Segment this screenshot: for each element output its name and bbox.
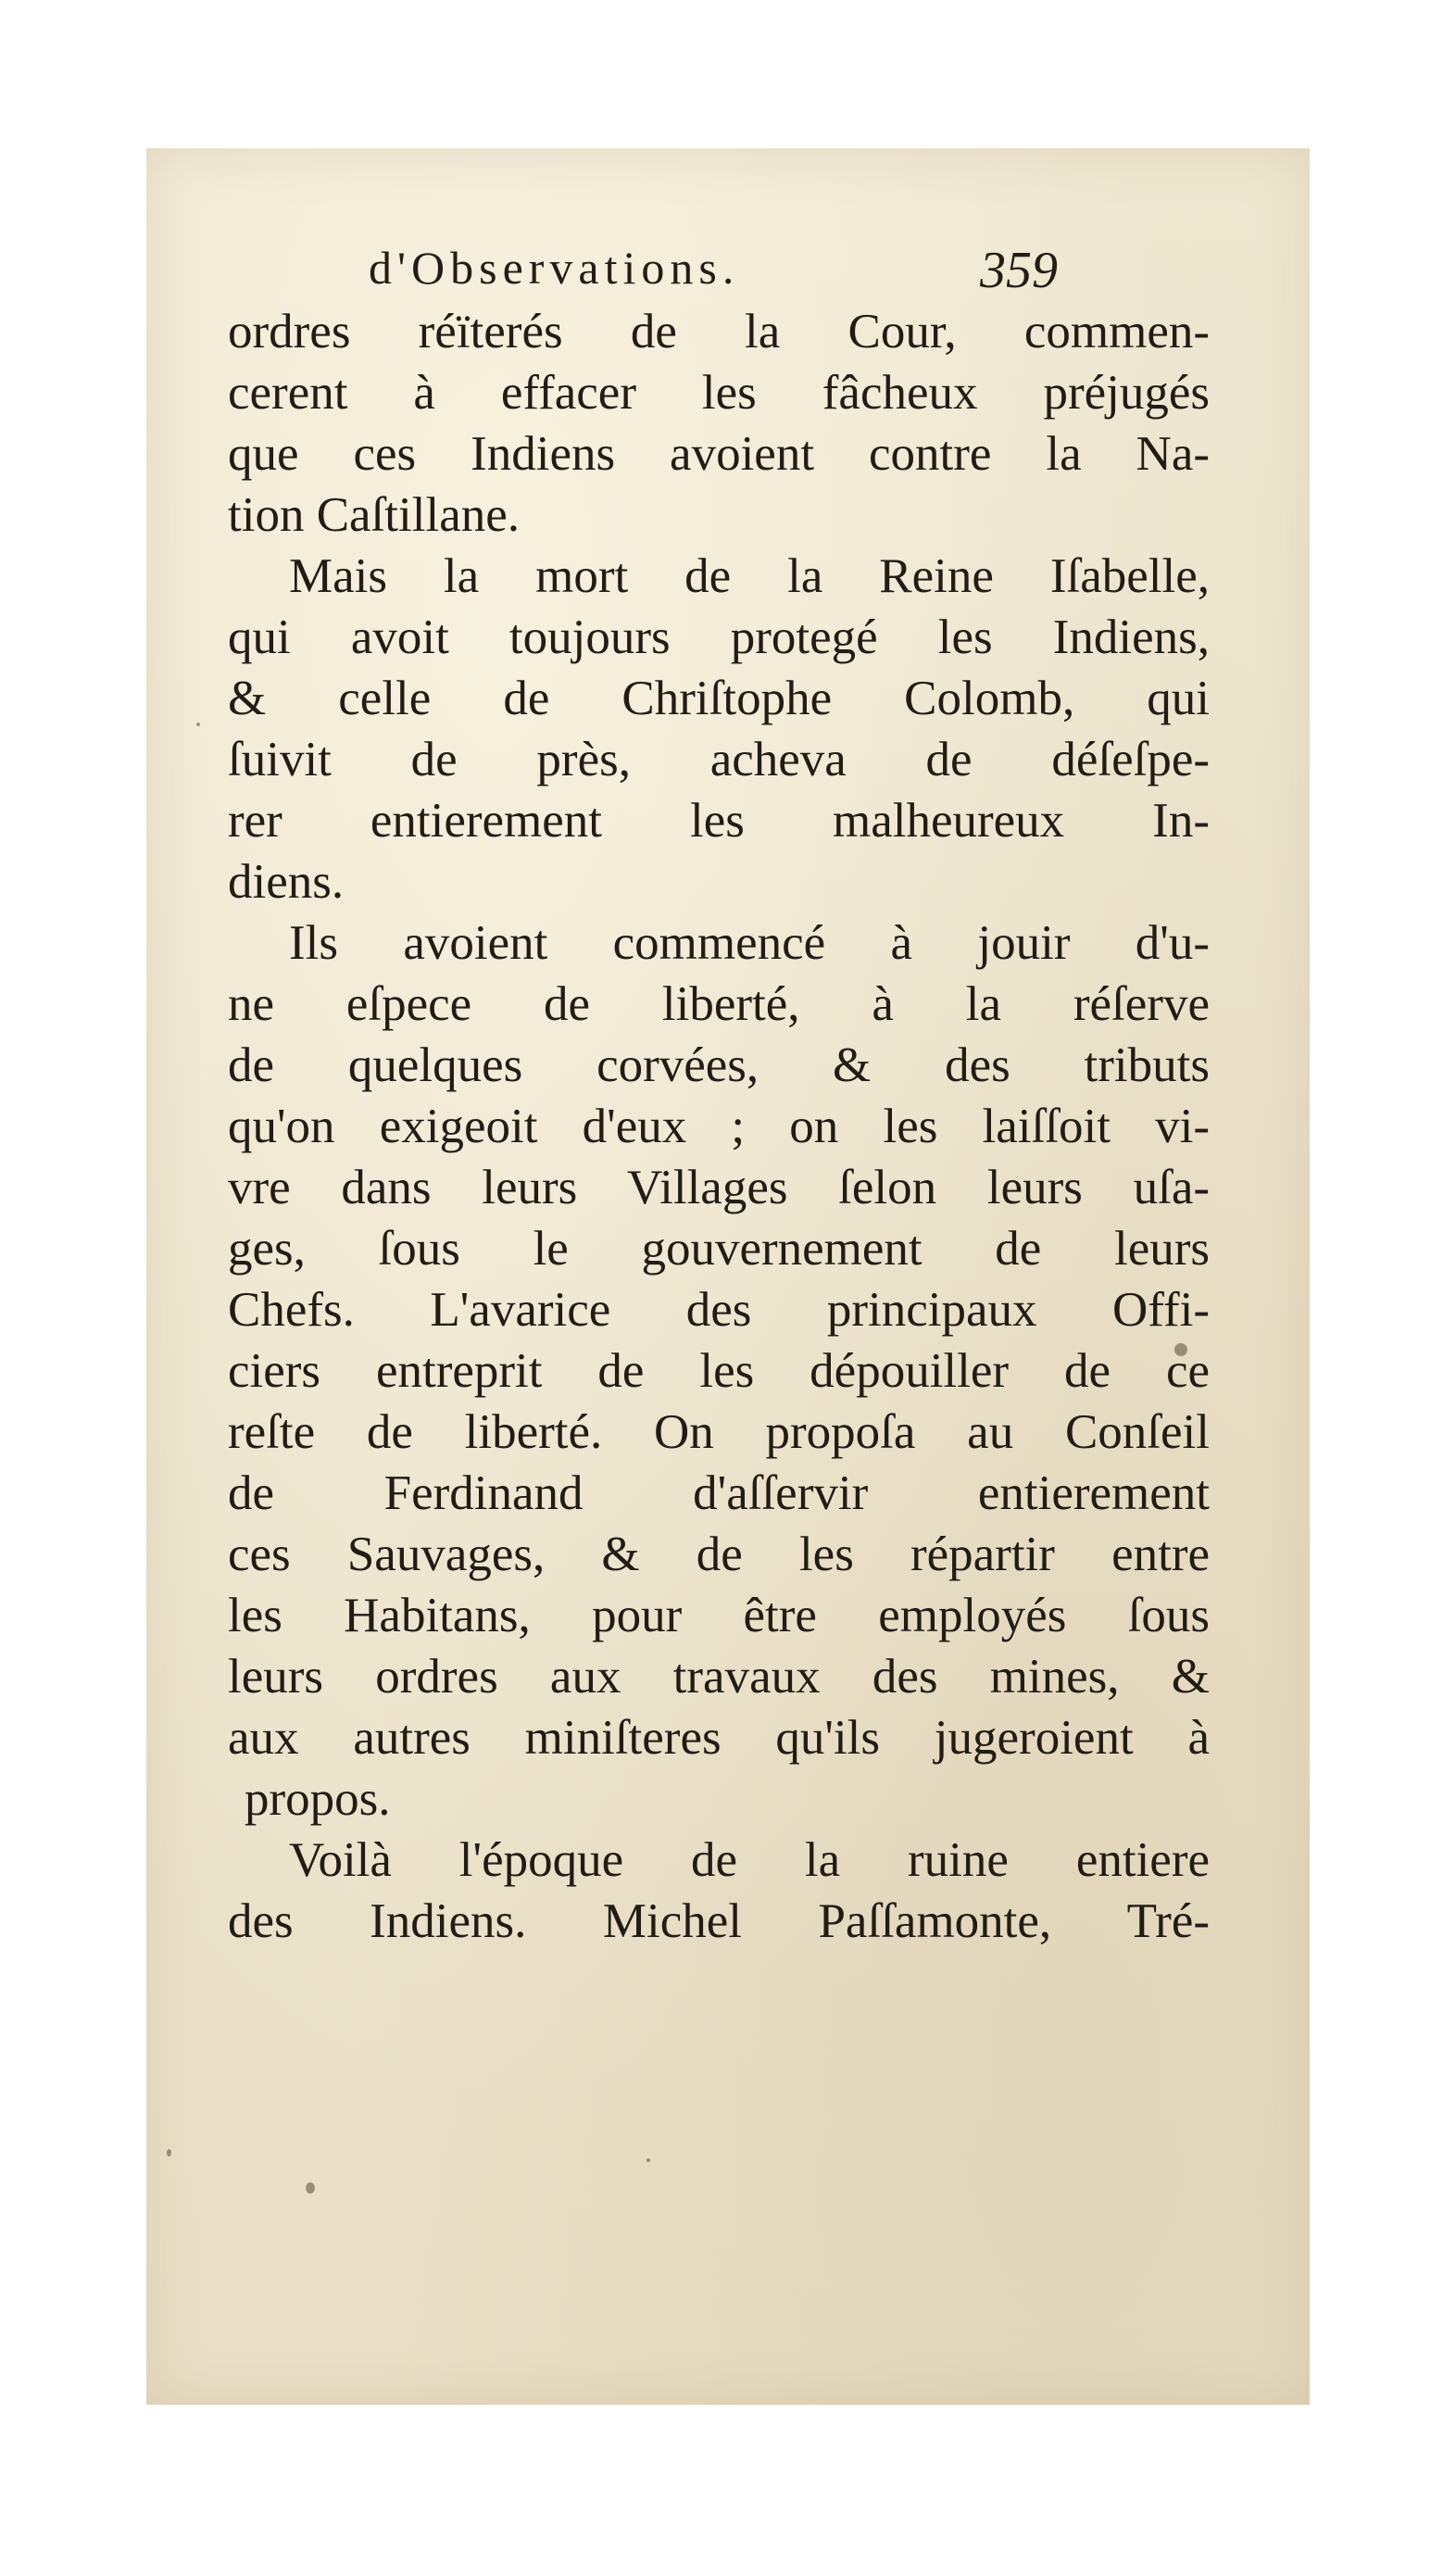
text-line: Chefs. L'avarice des principaux Offi- <box>228 1283 1210 1337</box>
text-line: qui avoit toujours protegé les Indiens, <box>228 610 1210 664</box>
text-line: Mais la mort de la Reine Iſabelle, <box>289 549 1210 603</box>
paper-speck <box>306 2182 315 2194</box>
text-line: & celle de Chriſtophe Colomb, qui <box>228 672 1210 725</box>
text-line: ne eſpece de liberté, à la réſerve <box>228 977 1210 1031</box>
paper-speck <box>646 2158 650 2162</box>
text-line: ordres réïterés de la Cour, commen- <box>228 305 1210 358</box>
text-line: reſte de liberté. On propoſa au Conſeil <box>228 1405 1210 1459</box>
text-line: cerent à effacer les fâcheux préjugés <box>228 366 1210 420</box>
text-line: Ils avoient commencé à jouir d'u- <box>289 916 1210 970</box>
body-text <box>228 301 1210 1952</box>
text-line: des Indiens. Michel Paſſamonte, Tré- <box>228 1894 1210 1948</box>
text-line: vre dans leurs Villages ſelon leurs uſa- <box>228 1161 1210 1214</box>
text-line: ciers entreprit de les dépouiller de ce <box>228 1344 1210 1398</box>
text-line: propos. <box>245 1772 391 1826</box>
text-line: les Habitans, pour être employés ſous <box>228 1589 1210 1642</box>
book-page <box>146 148 1310 2405</box>
text-line: diens. <box>228 855 345 909</box>
text-line: leurs ordres aux travaux des mines, & <box>228 1650 1210 1704</box>
text-line: de Ferdinand d'aſſervir entierement <box>228 1466 1210 1520</box>
text-line: tion Caſtillane. <box>228 488 520 542</box>
page-number: 359 <box>980 242 1058 299</box>
text-line: ges, ſous le gouvernement de leurs <box>228 1222 1210 1276</box>
text-line: ces Sauvages, & de les répartir entre <box>228 1528 1210 1581</box>
text-line: qu'on exigeoit d'eux ; on les laiſſoit vi- <box>228 1100 1210 1153</box>
text-line: rer entierement les malheureux In- <box>228 794 1210 848</box>
text-line: aux autres miniſteres qu'ils jugeroient à <box>228 1711 1210 1765</box>
text-line: Voilà l'époque de la ruine entiere <box>289 1833 1210 1887</box>
text-line: que ces Indiens avoient contre la Na- <box>228 427 1210 481</box>
running-head <box>146 241 1310 306</box>
text-line: de quelques corvées, & des tributs <box>228 1038 1210 1092</box>
text-line: ſuivit de près, acheva de déſeſpe- <box>228 733 1210 786</box>
paper-speck <box>167 2149 171 2157</box>
paper-speck <box>196 723 200 726</box>
running-head-title: d'Observations. <box>369 242 740 294</box>
